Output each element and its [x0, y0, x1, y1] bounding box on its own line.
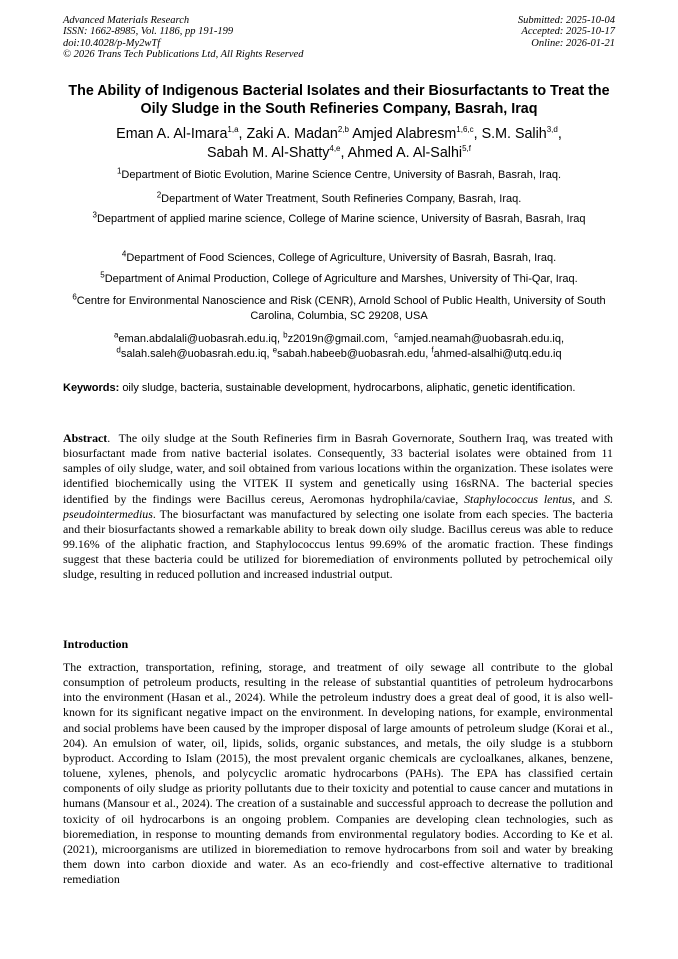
author-list: [55, 125, 623, 163]
issn-line: ISSN: 1662-8985, Vol. 1186, pp 191-199: [63, 26, 234, 38]
email-link[interactable]: amjed.neamah@uobasrah.edu.iq,: [398, 333, 565, 345]
affiliation: $^2$Department of Water Treatment, South Refineries Company, Basrah, Iraq.: [156, 190, 522, 205]
affiliation: $^6$Centre for Environmental Nanoscience and Risk (CENR), Arnold School of Public Health, University of South Carolina, Columbia, SC 29208, USA: [72, 292, 606, 322]
journal-header: [63, 15, 303, 60]
doi-line: doi:10.4028/p-My2wTf: [63, 37, 161, 49]
submitted-date: Submitted: 2025-10-04: [517, 15, 615, 26]
introduction-text: The extraction, transportation, refining, storage, and treatment of oily sewage all contribute to the global consumption of petroleum products, resulting in the release of substantial quantities of petroleum hydrocarbons into the environment (Hasan et al., 2024). While the petroleum industry does a great deal of good, it is also well-known for its significant negative impact on the environment. In developing nations, for example, environmental and social problems have been caused by the improper disposal of large amounts of petroleum sludge (Korai et al., 204). An emulsion of water, oil, lipids, solids, organic substances, and metals, the oily sludge is a stubborn byproduct. According to Islam (2015), the most prevalent organic chemicals are cycloalkanes, alkanes, benzene, toluene, xylenes, phenols, and polycyclic aromatic hydrocarbons (PAHs). The EPA has classified certain components of oily sludge as priority pollutants due to their toxicity and potential to cause cancer and mutations in humans (Mansour et al., 2024). The creation of a sustainable and successful approach to decrease the pollution and toxicity of oil hydrocarbons is an ongoing problem. Companies are developing clean technologies, such as bioremediation, in response to mounting demands from environmental regulatory bodies. According to Ke et al. (2021), microorganisms are utilized in bioremediation to remove hydrocarbons from soil and water by breaking them down into carbon dioxide and water. As an eco-friendly and cost-effective alternative to traditional remediation: [63, 660, 613, 887]
species-name: S. pseudointermedius: [63, 491, 613, 521]
keywords-label: Keywords:: [63, 382, 120, 394]
accepted-date: Accepted: 2025-10-17: [521, 26, 615, 38]
abstract: Abstract. The oily sludge at the South Refineries firm in Basrah Governorate, Southern Iraq, was treated with biosurfactant made from native bacterial isolates. Consequently, 33 bacterial isolates were obtained from 11 samples of oily sludge, water, and soil obtained from various locations within the organization. These isolates were identified biochemically using the VITEK II system and genetically using 16sRNA. The bacterial species identified by the findings were Bacillus cereus, Aeromonas hydrophila/caviae, Staphylococcus lentus, and S. pseudointermedius. The biosurfactant was manufactured by selecting one isolate from each species. The bacteria and their biosurfactants showed a remarkable ability to break down oily sludge. Bacillus cereus was able to reduce 99.16% of the aliphatic fraction, and Staphylococcus lentus 99.69% of the aromatic fraction. These findings suggest that these bacteria could be utilized for bioremediation of environments polluted by petrochemical oily sludge, resulting in reduced pollution and increased industrial output.: [63, 431, 613, 582]
species-name: Staphylococcus lentus: [464, 491, 573, 506]
author: Eman A. Al-Imara$^{1,a}$,: [116, 125, 247, 142]
abstract-label: Abstract: [63, 431, 108, 445]
online-date: Online: 2026-01-21: [531, 37, 615, 49]
email-link[interactable]: eman.abdalali@uobasrah.edu.iq,: [118, 333, 281, 345]
author: Amjed Alabresm$^{1,6,c}$,: [352, 125, 482, 142]
email-link[interactable]: sabah.habeeb@uobasrah.edu,: [277, 347, 429, 360]
affiliation: $^5$Department of Animal Production, College of Agriculture and Marshes, University of Thi-Qar, Iraq.: [100, 270, 578, 285]
author: S.M. Salih$^{3,d}$,: [481, 125, 562, 142]
dates-header: [518, 15, 615, 49]
journal-name: Advanced Materials Research: [63, 15, 190, 26]
keywords-text: oily sludge, bacteria, sustainable development, hydrocarbons, aliphatic, genetic identification.: [122, 382, 576, 394]
email-link[interactable]: salah.saleh@uobasrah.edu.iq,: [120, 347, 270, 360]
author: Zaki A. Madan$^{2,b}$: [246, 125, 349, 142]
affiliation: $^1$Department of Biotic Evolution, Marine Science Centre, University of Basrah, Basrah, Iraq.: [116, 166, 562, 181]
author: Sabah M. Al-Shatty$^{4,e}$,: [206, 144, 348, 161]
section-heading: Introduction: [63, 637, 129, 651]
author: Ahmed A. Al-Salhi$^{5,f}$: [347, 144, 472, 161]
author-emails: $^a$eman.abdalali@uobasrah.edu.iq, $^b$z2019n@gmail.com, $^c$amjed.neamah@uobasrah.edu.iq, $^d$salah.saleh@uobasrah.edu.iq, $^e$sabah.habeeb@uobasrah.edu, $^f$ahmed-alsalhi@utq.edu.iq: [113, 330, 565, 360]
email-link[interactable]: ahmed-alsalhi@utq.edu.iq: [433, 347, 562, 360]
affiliation: $^4$Department of Food Sciences, College of Agriculture, University of Basrah, Basrah, Iraq.: [121, 249, 557, 264]
paper-title: The Ability of Indigenous Bacterial Isolates and their Biosurfactants to Treat the Oily Sludge in the South Refineries Company, Basrah, Iraq: [68, 83, 610, 117]
email-link[interactable]: z2019n@gmail.com,: [287, 333, 388, 345]
copyright-line: © 2026 Trans Tech Publications Ltd, All Rights Reserved: [63, 48, 304, 60]
affiliation: $^3$Department of applied marine science, College of Marine science, University of Basrah, Basrah, Iraq: [92, 210, 586, 225]
keywords: [63, 381, 613, 395]
